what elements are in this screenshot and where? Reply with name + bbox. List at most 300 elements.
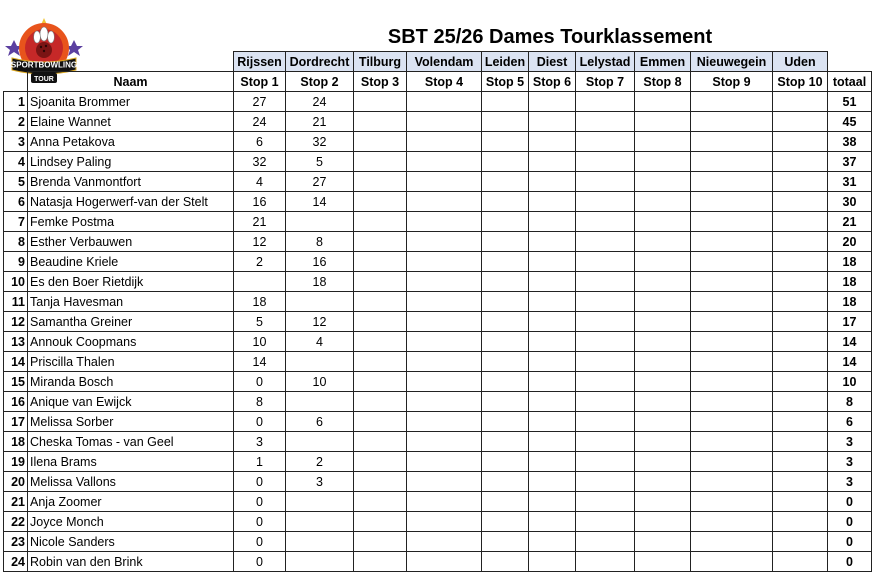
- svg-text:SPORTBOWLING: SPORTBOWLING: [10, 60, 78, 70]
- score-cell: [635, 272, 691, 292]
- score-cell: [354, 152, 407, 172]
- score-cell: [773, 432, 828, 452]
- score-cell: 16: [286, 252, 354, 272]
- table-row: [4, 412, 872, 432]
- score-cell: [407, 292, 482, 312]
- score-cell: [529, 132, 576, 152]
- score-cell: [482, 392, 529, 412]
- score-cell: [354, 272, 407, 292]
- score-cell: [482, 272, 529, 292]
- score-cell: [529, 532, 576, 552]
- score-cell: [407, 492, 482, 512]
- score-cell: [635, 212, 691, 232]
- score-cell: 0: [234, 512, 286, 532]
- player-name-cell: Ilena Brams: [28, 452, 234, 472]
- rank-cell: 16: [4, 392, 28, 412]
- score-cell: [635, 252, 691, 272]
- rank-cell: 13: [4, 332, 28, 352]
- rank-cell: 18: [4, 432, 28, 452]
- score-cell: [576, 92, 635, 112]
- stop-header: Stop 9: [691, 72, 773, 92]
- score-cell: [407, 352, 482, 372]
- score-cell: 14: [234, 352, 286, 372]
- score-cell: 10: [234, 332, 286, 352]
- score-cell: [691, 532, 773, 552]
- total-cell: 0: [828, 512, 872, 532]
- score-cell: [482, 232, 529, 252]
- score-cell: 32: [286, 132, 354, 152]
- score-cell: [354, 332, 407, 352]
- table-row: [4, 192, 872, 212]
- score-cell: [482, 212, 529, 232]
- table-row: [4, 172, 872, 192]
- total-cell: 14: [828, 332, 872, 352]
- score-cell: [529, 92, 576, 112]
- score-cell: [691, 432, 773, 452]
- score-cell: [576, 332, 635, 352]
- table-row: [4, 532, 872, 552]
- score-cell: [286, 512, 354, 532]
- score-cell: [773, 152, 828, 172]
- score-cell: [691, 252, 773, 272]
- score-cell: 0: [234, 532, 286, 552]
- score-cell: 21: [286, 112, 354, 132]
- score-cell: [773, 412, 828, 432]
- score-cell: [691, 112, 773, 132]
- city-header: Dordrecht: [286, 52, 354, 72]
- score-cell: [773, 252, 828, 272]
- score-cell: [635, 232, 691, 252]
- player-name-cell: Lindsey Paling: [28, 152, 234, 172]
- score-cell: [773, 312, 828, 332]
- score-cell: [354, 252, 407, 272]
- stop-header: Stop 4: [407, 72, 482, 92]
- score-cell: [482, 152, 529, 172]
- score-cell: [407, 272, 482, 292]
- score-cell: [576, 552, 635, 572]
- score-cell: [773, 372, 828, 392]
- player-name-cell: Natasja Hogerwerf-van der Stelt: [28, 192, 234, 212]
- score-cell: [529, 492, 576, 512]
- player-name-cell: Miranda Bosch: [28, 372, 234, 392]
- score-cell: [773, 332, 828, 352]
- player-name-cell: Priscilla Thalen: [28, 352, 234, 372]
- score-cell: [529, 352, 576, 372]
- table-row: [4, 252, 872, 272]
- city-header: Emmen: [635, 52, 691, 72]
- city-header: Diest: [529, 52, 576, 72]
- table-row: [4, 92, 872, 112]
- total-cell: 0: [828, 532, 872, 552]
- score-cell: [482, 412, 529, 432]
- score-cell: [691, 152, 773, 172]
- score-cell: [482, 332, 529, 352]
- score-cell: 0: [234, 372, 286, 392]
- table-row: [4, 432, 872, 452]
- score-cell: [354, 292, 407, 312]
- score-cell: 18: [234, 292, 286, 312]
- player-name-cell: Es den Boer Rietdijk: [28, 272, 234, 292]
- score-cell: [773, 212, 828, 232]
- rank-cell: 6: [4, 192, 28, 212]
- score-cell: [576, 532, 635, 552]
- score-cell: [576, 452, 635, 472]
- score-cell: 5: [286, 152, 354, 172]
- city-header-row: [4, 52, 872, 72]
- score-cell: 24: [234, 112, 286, 132]
- score-cell: [407, 112, 482, 132]
- score-cell: [773, 352, 828, 372]
- score-cell: [529, 332, 576, 352]
- player-name-cell: Brenda Vanmontfort: [28, 172, 234, 192]
- rank-cell: 24: [4, 552, 28, 572]
- score-cell: [354, 452, 407, 472]
- table-row: [4, 112, 872, 132]
- score-cell: [576, 252, 635, 272]
- score-cell: [354, 212, 407, 232]
- score-cell: [691, 552, 773, 572]
- city-header: Volendam: [407, 52, 482, 72]
- score-cell: [576, 132, 635, 152]
- score-cell: [576, 372, 635, 392]
- score-cell: [635, 472, 691, 492]
- score-cell: 21: [234, 212, 286, 232]
- score-cell: 0: [234, 492, 286, 512]
- total-cell: 0: [828, 552, 872, 572]
- score-cell: 24: [286, 92, 354, 112]
- score-cell: [407, 452, 482, 472]
- stop-header: Stop 6: [529, 72, 576, 92]
- score-cell: [482, 552, 529, 572]
- total-cell: 18: [828, 272, 872, 292]
- score-cell: [529, 292, 576, 312]
- total-cell: 45: [828, 112, 872, 132]
- rank-cell: 19: [4, 452, 28, 472]
- stop-header: Stop 7: [576, 72, 635, 92]
- total-cell: 20: [828, 232, 872, 252]
- score-cell: [354, 472, 407, 492]
- score-cell: [482, 532, 529, 552]
- score-cell: [576, 392, 635, 412]
- score-cell: [407, 192, 482, 212]
- total-header: totaal: [828, 72, 872, 92]
- total-cell: 37: [828, 152, 872, 172]
- score-cell: [482, 492, 529, 512]
- score-cell: [635, 132, 691, 152]
- score-cell: [773, 272, 828, 292]
- player-name-cell: Robin van den Brink: [28, 552, 234, 572]
- city-header: Tilburg: [354, 52, 407, 72]
- rank-cell: 11: [4, 292, 28, 312]
- table-row: [4, 152, 872, 172]
- table-row: [4, 352, 872, 372]
- rank-cell: 8: [4, 232, 28, 252]
- score-cell: [529, 152, 576, 172]
- score-cell: [576, 192, 635, 212]
- stop-header-row: [4, 72, 872, 92]
- score-cell: [635, 412, 691, 432]
- score-cell: [407, 412, 482, 432]
- player-name-cell: Tanja Havesman: [28, 292, 234, 312]
- score-cell: [635, 112, 691, 132]
- player-name-cell: Annouk Coopmans: [28, 332, 234, 352]
- score-cell: 1: [234, 452, 286, 472]
- score-cell: [576, 352, 635, 372]
- standings-body: [4, 92, 872, 572]
- score-cell: [354, 232, 407, 252]
- rank-cell: 9: [4, 252, 28, 272]
- table-row: [4, 452, 872, 472]
- score-cell: 18: [286, 272, 354, 292]
- player-name-cell: Cheska Tomas - van Geel: [28, 432, 234, 452]
- score-cell: [529, 232, 576, 252]
- score-cell: [635, 392, 691, 412]
- score-cell: [635, 152, 691, 172]
- total-cell: 6: [828, 412, 872, 432]
- blank-cell: [4, 72, 28, 92]
- score-cell: [691, 332, 773, 352]
- score-cell: 2: [234, 252, 286, 272]
- score-cell: 27: [286, 172, 354, 192]
- svg-text:TOUR: TOUR: [34, 76, 54, 83]
- rank-cell: 5: [4, 172, 28, 192]
- total-cell: 3: [828, 452, 872, 472]
- score-cell: [354, 172, 407, 192]
- score-cell: [773, 112, 828, 132]
- score-cell: [691, 352, 773, 372]
- score-cell: [482, 192, 529, 212]
- score-cell: [691, 512, 773, 532]
- rank-cell: 1: [4, 92, 28, 112]
- score-cell: [482, 312, 529, 332]
- score-cell: [691, 92, 773, 112]
- score-cell: 8: [286, 232, 354, 252]
- score-cell: [529, 192, 576, 212]
- score-cell: [691, 272, 773, 292]
- player-name-cell: Anique van Ewijck: [28, 392, 234, 412]
- score-cell: [635, 532, 691, 552]
- score-cell: [691, 172, 773, 192]
- score-cell: [529, 452, 576, 472]
- score-cell: [576, 152, 635, 172]
- score-cell: [407, 132, 482, 152]
- total-cell: 51: [828, 92, 872, 112]
- score-cell: [482, 112, 529, 132]
- score-cell: [407, 532, 482, 552]
- name-header: Naam: [28, 72, 234, 92]
- score-cell: [773, 532, 828, 552]
- total-cell: 3: [828, 472, 872, 492]
- blank-cell: [828, 52, 872, 72]
- score-cell: [773, 132, 828, 152]
- score-cell: [407, 172, 482, 192]
- score-cell: [354, 392, 407, 412]
- score-cell: [354, 92, 407, 112]
- score-cell: [773, 452, 828, 472]
- rank-cell: 4: [4, 152, 28, 172]
- rank-cell: 20: [4, 472, 28, 492]
- score-cell: [354, 552, 407, 572]
- score-cell: [354, 412, 407, 432]
- score-cell: [286, 212, 354, 232]
- score-cell: [773, 192, 828, 212]
- player-name-cell: Anja Zoomer: [28, 492, 234, 512]
- player-name-cell: Sjoanita Brommer: [28, 92, 234, 112]
- score-cell: [354, 532, 407, 552]
- score-cell: [529, 432, 576, 452]
- score-cell: [635, 452, 691, 472]
- total-cell: 18: [828, 252, 872, 272]
- table-row: [4, 312, 872, 332]
- rank-cell: 2: [4, 112, 28, 132]
- score-cell: [407, 312, 482, 332]
- table-row: [4, 132, 872, 152]
- score-cell: [576, 312, 635, 332]
- score-cell: [529, 392, 576, 412]
- score-cell: [635, 332, 691, 352]
- score-cell: [407, 472, 482, 492]
- stop-header: Stop 8: [635, 72, 691, 92]
- score-cell: [576, 232, 635, 252]
- standings-table: [3, 51, 872, 572]
- score-cell: [354, 432, 407, 452]
- score-cell: [407, 332, 482, 352]
- rank-cell: 21: [4, 492, 28, 512]
- score-cell: [407, 212, 482, 232]
- rank-cell: 12: [4, 312, 28, 332]
- total-cell: 30: [828, 192, 872, 212]
- score-cell: [691, 232, 773, 252]
- score-cell: [773, 232, 828, 252]
- score-cell: [691, 212, 773, 232]
- score-cell: 4: [234, 172, 286, 192]
- blank-cell: [28, 52, 234, 72]
- player-name-cell: Esther Verbauwen: [28, 232, 234, 252]
- total-cell: 0: [828, 492, 872, 512]
- score-cell: [773, 552, 828, 572]
- score-cell: [635, 352, 691, 372]
- score-cell: [773, 392, 828, 412]
- score-cell: [691, 452, 773, 472]
- score-cell: [234, 272, 286, 292]
- page-title: SBT 25/26 Dames Tourklassement: [387, 26, 713, 48]
- stop-header: Stop 3: [354, 72, 407, 92]
- total-cell: 14: [828, 352, 872, 372]
- score-cell: [407, 232, 482, 252]
- score-cell: [354, 352, 407, 372]
- score-cell: [529, 272, 576, 292]
- score-cell: 27: [234, 92, 286, 112]
- score-cell: [635, 372, 691, 392]
- score-cell: [482, 512, 529, 532]
- score-cell: [482, 172, 529, 192]
- rank-cell: 17: [4, 412, 28, 432]
- total-cell: 31: [828, 172, 872, 192]
- score-cell: [354, 492, 407, 512]
- score-cell: [286, 532, 354, 552]
- score-cell: [354, 372, 407, 392]
- city-header: Leiden: [482, 52, 529, 72]
- score-cell: [576, 492, 635, 512]
- score-cell: 5: [234, 312, 286, 332]
- score-cell: [529, 552, 576, 572]
- score-cell: [576, 412, 635, 432]
- score-cell: [407, 512, 482, 532]
- score-cell: [691, 192, 773, 212]
- score-cell: [773, 172, 828, 192]
- city-header: Uden: [773, 52, 828, 72]
- stop-header: Stop 1: [234, 72, 286, 92]
- score-cell: 0: [234, 472, 286, 492]
- score-cell: [407, 392, 482, 412]
- score-cell: [529, 472, 576, 492]
- score-cell: [286, 352, 354, 372]
- score-cell: [773, 512, 828, 532]
- score-cell: [482, 372, 529, 392]
- table-row: [4, 512, 872, 532]
- score-cell: [635, 172, 691, 192]
- rank-cell: 22: [4, 512, 28, 532]
- score-cell: 12: [234, 232, 286, 252]
- score-cell: [482, 452, 529, 472]
- score-cell: [691, 132, 773, 152]
- total-cell: 10: [828, 372, 872, 392]
- score-cell: 3: [234, 432, 286, 452]
- score-cell: [407, 552, 482, 572]
- total-cell: 3: [828, 432, 872, 452]
- table-row: [4, 292, 872, 312]
- player-name-cell: Melissa Vallons: [28, 472, 234, 492]
- player-name-cell: Femke Postma: [28, 212, 234, 232]
- score-cell: [773, 472, 828, 492]
- table-row: [4, 232, 872, 252]
- total-cell: 8: [828, 392, 872, 412]
- score-cell: [529, 372, 576, 392]
- score-cell: 10: [286, 372, 354, 392]
- score-cell: [407, 372, 482, 392]
- score-cell: [576, 292, 635, 312]
- score-cell: [482, 292, 529, 312]
- score-cell: [576, 172, 635, 192]
- score-cell: 2: [286, 452, 354, 472]
- score-cell: [482, 472, 529, 492]
- score-cell: 0: [234, 552, 286, 572]
- city-header: Lelystad: [576, 52, 635, 72]
- total-cell: 21: [828, 212, 872, 232]
- score-cell: [354, 132, 407, 152]
- score-cell: [773, 492, 828, 512]
- table-row: [4, 492, 872, 512]
- score-cell: [529, 412, 576, 432]
- score-cell: 32: [234, 152, 286, 172]
- table-row: [4, 472, 872, 492]
- blank-cell: [4, 52, 28, 72]
- score-cell: [354, 192, 407, 212]
- player-name-cell: Samantha Greiner: [28, 312, 234, 332]
- score-cell: [529, 252, 576, 272]
- player-name-cell: Anna Petakova: [28, 132, 234, 152]
- score-cell: 3: [286, 472, 354, 492]
- score-cell: 8: [234, 392, 286, 412]
- score-cell: [482, 252, 529, 272]
- score-cell: [691, 372, 773, 392]
- score-cell: [576, 272, 635, 292]
- score-cell: [286, 392, 354, 412]
- player-name-cell: Beaudine Kriele: [28, 252, 234, 272]
- stop-header: Stop 2: [286, 72, 354, 92]
- score-cell: [691, 392, 773, 412]
- score-cell: [635, 292, 691, 312]
